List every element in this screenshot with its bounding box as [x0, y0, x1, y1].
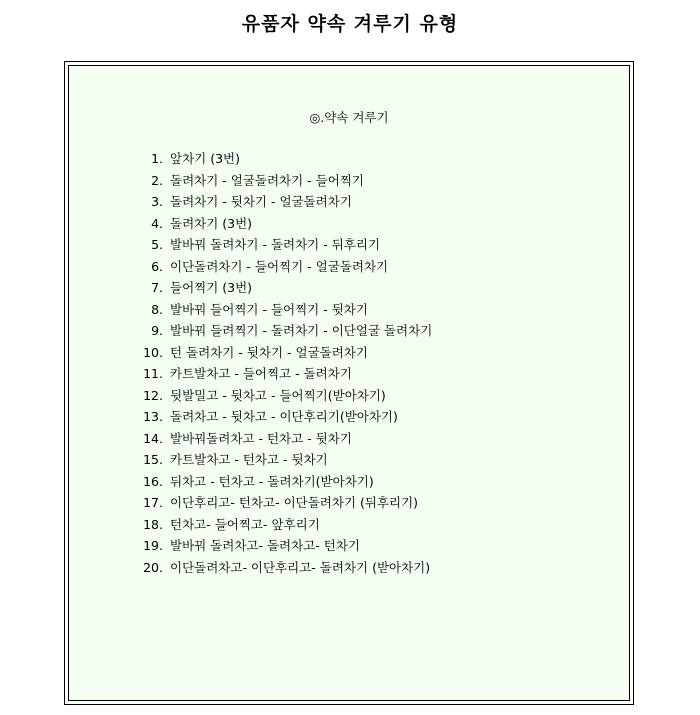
- routine-item: [139, 256, 432, 278]
- routine-list: [139, 148, 432, 578]
- routine-text: 발바꿔 돌려차고- 돌려차고- 턴차기: [170, 538, 360, 553]
- routine-text: 돌려차기 - 뒷차기 - 얼굴돌려차기: [170, 194, 352, 209]
- routine-item: [139, 170, 432, 192]
- routine-text: 발바꿔돌려차고 - 턴차고 - 뒷차기: [170, 430, 352, 446]
- routine-number: 11.: [143, 366, 163, 381]
- text-cursor: [64, 619, 65, 632]
- routine-item: [139, 277, 432, 299]
- routine-number: 2.: [151, 172, 163, 188]
- routine-number: 10.: [143, 344, 163, 360]
- routine-text: 이단돌려차기 - 들어찍기 - 얼굴돌려차기: [170, 258, 389, 274]
- routine-number: 17.: [143, 495, 163, 510]
- routine-item: [139, 406, 432, 428]
- routine-item: [139, 234, 432, 256]
- routine-number: 15.: [143, 452, 163, 467]
- routine-text: 카트발차고 - 들어찍고 - 돌려차기: [170, 366, 352, 381]
- routine-text: 이단돌려차고- 이단후리고- 돌려차기 (받아차기): [170, 559, 431, 575]
- routine-number: 14.: [143, 430, 163, 446]
- routine-item: [139, 449, 432, 471]
- routine-number: 9.: [151, 323, 163, 338]
- section-heading: ◎.약속 겨루기: [309, 110, 389, 125]
- content-panel: [68, 65, 630, 701]
- routine-number: 13.: [143, 409, 163, 424]
- routine-item: [139, 428, 432, 450]
- routine-text: 발바꿔 돌려차기 - 돌려차기 - 뒤후리기: [170, 237, 381, 252]
- routine-item: [139, 471, 432, 493]
- document-frame: [64, 61, 634, 705]
- routine-item: [139, 492, 432, 514]
- routine-number: 16.: [143, 473, 163, 489]
- routine-text: 이단후리고- 턴차고- 이단돌려차기 (뒤후리기): [170, 495, 419, 510]
- routine-number: 1.: [151, 151, 163, 166]
- routine-item: [139, 342, 432, 364]
- routine-text: 앞차기 (3번): [170, 151, 240, 166]
- routine-item: [139, 557, 432, 579]
- routine-item: [139, 148, 432, 170]
- routine-text: 돌려차고 - 뒷차고 - 이단후리기(받아차기): [170, 409, 398, 424]
- routine-number: 6.: [151, 258, 163, 274]
- routine-number: 7.: [151, 280, 163, 295]
- routine-text: 뒷발밀고 - 뒷차고 - 들어찍기(받아차기): [170, 387, 386, 403]
- routine-item: [139, 385, 432, 407]
- routine-item: [139, 213, 432, 235]
- routine-number: 18.: [143, 516, 163, 532]
- routine-text: 발바꿔 들어찍기 - 들어찍기 - 뒷차기: [170, 301, 368, 317]
- routine-number: 5.: [151, 237, 163, 252]
- routine-number: 3.: [151, 194, 163, 209]
- routine-number: 12.: [143, 387, 163, 403]
- routine-item: [139, 299, 432, 321]
- routine-text: 턴 돌려차기 - 뒷차기 - 얼굴돌려차기: [170, 344, 368, 360]
- routine-text: 들어찍기 (3번): [170, 280, 253, 295]
- routine-text: 카트발차고 - 턴차고 - 뒷차기: [170, 452, 328, 467]
- routine-item: [139, 535, 432, 557]
- routine-text: 돌려차기 (3번): [170, 215, 253, 231]
- routine-item: [139, 320, 432, 342]
- routine-number: 4.: [151, 215, 163, 231]
- routine-number: 20.: [143, 559, 163, 575]
- routine-text: 발바꿔 들려찍기 - 돌려차기 - 이단얼굴 돌려차기: [170, 323, 433, 338]
- routine-text: 돌려차기 - 얼굴돌려차기 - 들어찍기: [170, 172, 364, 188]
- routine-item: [139, 191, 432, 213]
- routine-text: 뒤차고 - 턴차고 - 돌려차기(받아차기): [170, 473, 374, 489]
- routine-item: [139, 514, 432, 536]
- routine-text: 턴차고- 들어찍고- 앞후리기: [170, 516, 320, 532]
- page-title: 유품자 약속 겨루기 유형: [241, 13, 459, 35]
- routine-number: 8.: [151, 301, 163, 317]
- routine-item: [139, 363, 432, 385]
- routine-number: 19.: [143, 538, 163, 553]
